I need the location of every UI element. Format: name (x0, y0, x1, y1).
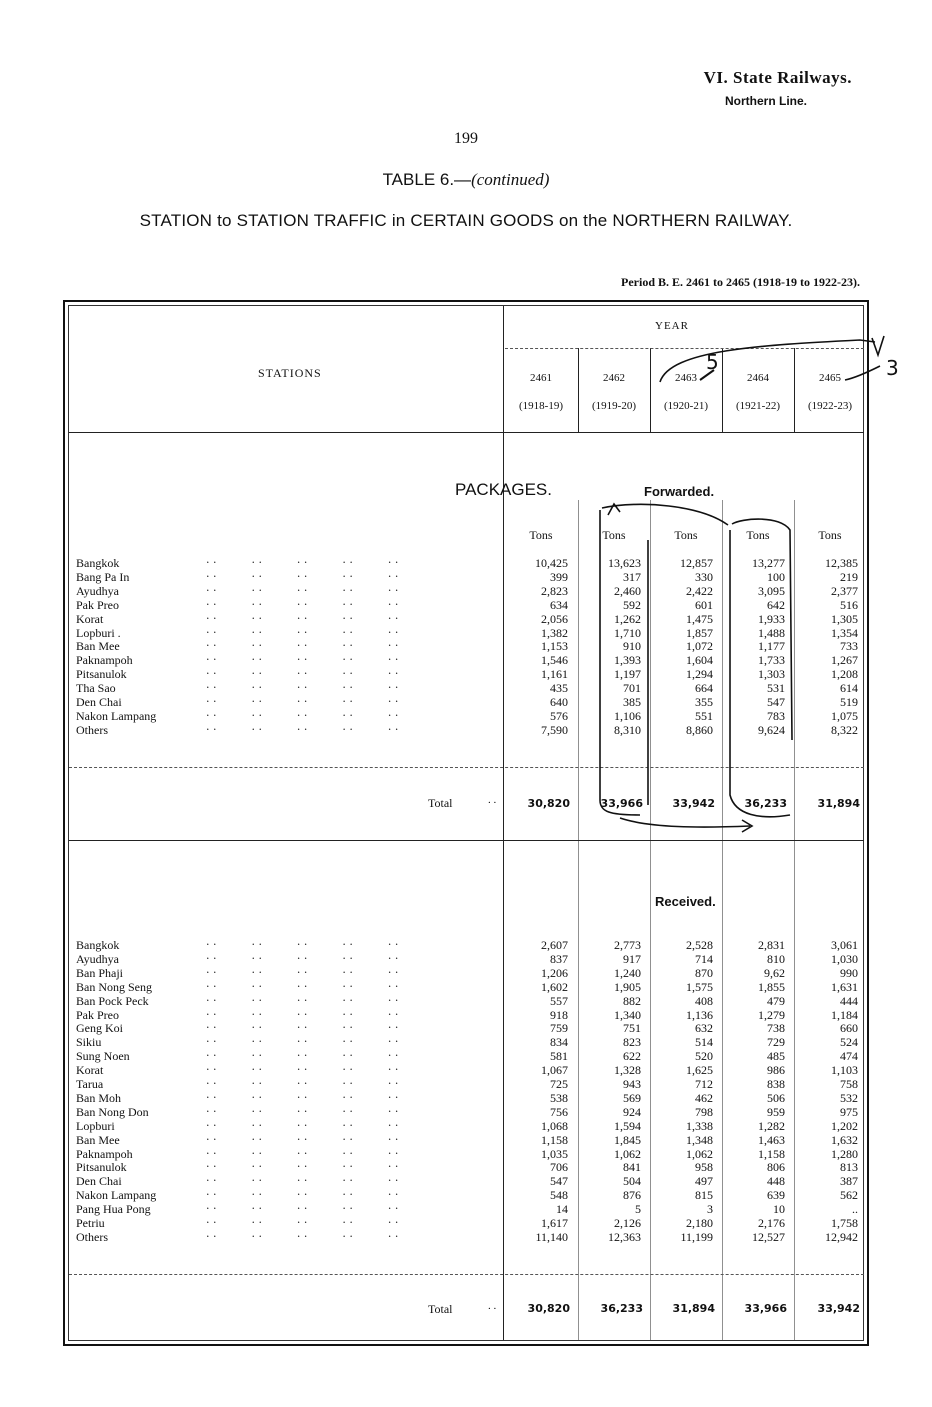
cell-value: 1,062 (614, 1146, 641, 1161)
cell-value: 729 (767, 1035, 785, 1050)
cell-value: 506 (767, 1090, 785, 1105)
cell-value: 9,62 (764, 965, 785, 980)
cell-value: 917 (623, 951, 641, 966)
leader-dots: . . . . . . . . . . (206, 1074, 399, 1087)
cell-value: 12,942 (825, 1229, 858, 1244)
station-name: Tarua (76, 1077, 104, 1091)
cell-value: 783 (767, 708, 785, 723)
cell-value: 1,267 (831, 653, 858, 668)
cell-value: 1,328 (614, 1063, 641, 1078)
station-name: Paknampoh (76, 1146, 133, 1161)
cell-value: 2,377 (831, 583, 858, 598)
leader-dots: . . . . . . . . . . (206, 1101, 399, 1115)
cell-value: 2,460 (614, 583, 641, 598)
cell-value: 834 (550, 1035, 568, 1050)
cell-value: 1,068 (541, 1118, 568, 1133)
forwarded-total-2464: 36,233 (744, 797, 787, 810)
cell-value: 1,206 (541, 965, 568, 980)
cell-value: 2,823 (541, 583, 568, 598)
handwritten-bracket (730, 530, 790, 817)
leader-dots: . . . . . . . . . . (206, 719, 399, 733)
cell-value: 870 (695, 965, 713, 980)
cell-value: 660 (840, 1021, 858, 1036)
cell-value: 738 (767, 1021, 785, 1036)
year-header: YEAR (655, 320, 689, 332)
station-name: Ban Nong Seng (76, 979, 152, 994)
cell-value: 1,488 (758, 625, 785, 640)
cell-value: 1,282 (758, 1118, 785, 1133)
cell-value: 11,199 (680, 1229, 713, 1244)
station-name: Ban Mee (76, 639, 120, 654)
cell-value: 882 (623, 993, 641, 1008)
cell-value: 975 (840, 1104, 858, 1119)
cell-value: 1,855 (758, 979, 785, 994)
cell-value: 1,208 (831, 667, 858, 682)
cell-value: 640 (550, 695, 568, 709)
leader-dots: . . . . . . . . . . (206, 1046, 399, 1060)
station-name: Pak Preo (76, 1007, 119, 1022)
cell-value: 910 (623, 639, 641, 654)
table-continued-note: (continued) (471, 170, 550, 189)
station-name: Tha Sao (76, 681, 116, 696)
cell-value: 798 (695, 1104, 713, 1119)
leader-dots: . . . . . . . . . . (206, 1185, 399, 1199)
cell-value: 1,035 (541, 1146, 568, 1161)
cell-value: 3 (707, 1202, 713, 1217)
total-leader-dots: . . (488, 1300, 497, 1312)
cell-value: 838 (767, 1077, 785, 1091)
leader-dots: . . . . . . . . . . (206, 1087, 399, 1101)
cell-value: 355 (695, 695, 713, 709)
cell-value: 1,197 (614, 667, 641, 682)
cell-value: 756 (550, 1104, 568, 1119)
year-be-2463: 2463 (675, 372, 697, 384)
cell-value: 1,575 (686, 979, 713, 994)
cell-value: 13,277 (752, 556, 785, 570)
leader-dots: . . . . . . . . . . (206, 1199, 399, 1213)
cell-value: 706 (550, 1160, 568, 1175)
handwritten-arrow (845, 366, 880, 380)
cell-value: 514 (695, 1035, 713, 1050)
station-name: Bang Pa In (76, 569, 130, 584)
leader-dots: . . . . . . . . . . (206, 1115, 399, 1129)
station-name: Den Chai (76, 695, 122, 709)
cell-value: 2,126 (614, 1216, 641, 1230)
leader-dots: . . . . . . . . . . (206, 594, 399, 608)
cell-value: 1,340 (614, 1007, 641, 1022)
cell-value: 1,305 (831, 611, 858, 626)
station-name: Bangkok (76, 556, 120, 570)
received-total-label: Total (428, 1302, 453, 1316)
leader-dots: . . . . . . . . . . (206, 1157, 399, 1171)
unit-label: Tons (674, 528, 698, 542)
cell-value: 1,625 (686, 1063, 713, 1078)
forwarded-total-label: Total (428, 796, 453, 810)
cell-value: 1,475 (686, 611, 713, 626)
line-subheading: Northern Line. (724, 94, 807, 108)
station-name: Nakon Lampang (76, 708, 157, 723)
forwarded-total-2461: 30,820 (527, 797, 570, 810)
year-ad-1921: (1921-22) (736, 400, 780, 412)
commodity-heading: PACKAGES. (455, 480, 552, 499)
cell-value: 1,463 (758, 1132, 785, 1147)
leader-dots: . . . . . . . . . . (206, 935, 399, 948)
cell-value: 959 (767, 1104, 785, 1119)
received-total-2461: 30,820 (527, 1302, 570, 1315)
cell-value: 1,106 (614, 708, 641, 723)
handwritten-arrow (660, 340, 875, 382)
cell-value: 479 (767, 993, 785, 1008)
leader-dots: . . . . . . . . . . (206, 608, 399, 622)
cell-value: 547 (550, 1174, 568, 1189)
cell-value: 387 (840, 1174, 858, 1189)
station-name: Pitsanulok (76, 667, 127, 682)
received-total-2465: 33,942 (817, 1302, 860, 1315)
received-total-2464: 33,966 (744, 1302, 787, 1315)
station-name: Pitsanulok (76, 1160, 127, 1175)
cell-value: 733 (840, 639, 858, 654)
leader-dots: . . . . . . . . . . (206, 705, 399, 719)
cell-value: 1,240 (614, 965, 641, 980)
station-name: Lopburi . (76, 625, 121, 640)
cell-value: 701 (623, 681, 641, 696)
station-name: Ban Nong Don (76, 1104, 149, 1119)
cell-value: 219 (840, 569, 858, 584)
station-name: Geng Koi (76, 1021, 123, 1036)
cell-value: 725 (550, 1077, 568, 1091)
table-title: STATION to STATION TRAFFIC in CERTAIN GOODS on the NORTHERN RAILWAY. (139, 211, 793, 230)
leader-dots: . . . . . . . . . . (206, 553, 399, 566)
station-name: Nakon Lampang (76, 1188, 157, 1203)
cell-value: 317 (623, 569, 641, 584)
leader-dots: . . . . . . . . . . (206, 1060, 399, 1074)
cell-value: 12,857 (680, 556, 713, 570)
cell-value: .. (852, 1202, 858, 1217)
cell-value: 632 (695, 1021, 713, 1036)
leader-dots: . . . . . . . . . . (206, 636, 399, 650)
leader-dots: . . . . . . . . . . (206, 622, 399, 636)
year-ad-1918: (1918-19) (519, 400, 563, 412)
cell-value: 1,177 (758, 639, 785, 654)
cell-value: 1,075 (831, 708, 858, 723)
cell-value: 13,623 (608, 556, 641, 570)
cell-value: 2,773 (614, 938, 641, 952)
leader-dots: . . . . . . . . . . (206, 1004, 399, 1018)
cell-value: 532 (840, 1090, 858, 1105)
cell-value: 634 (550, 597, 568, 612)
cell-value: 100 (767, 569, 785, 584)
year-ad-1919: (1919-20) (592, 400, 636, 412)
cell-value: 810 (767, 951, 785, 966)
cell-value: 1,062 (686, 1146, 713, 1161)
cell-value: 1,710 (614, 625, 641, 640)
cell-value: 8,860 (686, 722, 713, 737)
cell-value: 497 (695, 1174, 713, 1189)
cell-value: 1,594 (614, 1118, 641, 1133)
cell-value: 813 (840, 1160, 858, 1175)
cell-value: 2,528 (686, 938, 713, 952)
cell-value: 9,624 (758, 722, 785, 737)
cell-value: 1,348 (686, 1132, 713, 1147)
period-note: Period B. E. 2461 to 2465 (1918-19 to 1922-23). (621, 275, 860, 289)
cell-value: 385 (623, 695, 641, 709)
station-name: Pang Hua Pong (76, 1202, 151, 1217)
cell-value: 519 (840, 695, 858, 709)
station-name: Ayudhya (76, 951, 119, 966)
cell-value: 823 (623, 1035, 641, 1050)
cell-value: 12,527 (752, 1229, 785, 1244)
cell-value: 837 (550, 951, 568, 966)
handwritten-arrow (602, 504, 728, 525)
cell-value: 2,180 (686, 1216, 713, 1230)
leader-dots: . . . . . . . . . . (206, 1018, 399, 1032)
cell-value: 924 (623, 1104, 641, 1119)
cell-value: 1,393 (614, 653, 641, 668)
total-leader-dots: . . (488, 794, 497, 806)
year-be-2465: 2465 (819, 372, 841, 384)
cell-value: 664 (695, 681, 713, 696)
station-name: Paknampoh (76, 653, 133, 668)
handwritten-arrow (620, 818, 750, 827)
forwarded-total-2465: 31,894 (817, 797, 860, 810)
cell-value: 1,202 (831, 1118, 858, 1133)
station-name: Korat (76, 1063, 104, 1078)
leader-dots: . . . . . . . . . . (206, 962, 399, 976)
cell-value: 759 (550, 1021, 568, 1036)
cell-value: 1,631 (831, 979, 858, 994)
cell-value: 1,158 (541, 1132, 568, 1147)
cell-value: 1,338 (686, 1118, 713, 1133)
forwarded-total-2463: 33,942 (672, 797, 715, 810)
unit-label: Tons (529, 528, 553, 542)
received-total-2462: 36,233 (600, 1302, 643, 1315)
cell-value: 435 (550, 681, 568, 696)
cell-value: 986 (767, 1063, 785, 1078)
cell-value: 614 (840, 681, 858, 696)
cell-value: 1,161 (541, 667, 568, 682)
cell-value: 3,095 (758, 583, 785, 598)
leader-dots: . . . . . . . . . . (206, 976, 399, 990)
cell-value: 581 (550, 1049, 568, 1064)
cell-value: 1,758 (831, 1216, 858, 1230)
station-name: Bangkok (76, 938, 120, 952)
cell-value: 576 (550, 708, 568, 723)
station-name: Lopburi (76, 1118, 115, 1133)
cell-value: 1,280 (831, 1146, 858, 1161)
cell-value: 1,294 (686, 667, 713, 682)
cell-value: 504 (623, 1174, 641, 1189)
cell-value: 1,158 (758, 1146, 785, 1161)
cell-value: 1,857 (686, 625, 713, 640)
cell-value: 751 (623, 1021, 641, 1036)
handwritten-three: 3 (886, 356, 899, 380)
leader-dots: . . . . . . . . . . (206, 650, 399, 664)
cell-value: 990 (840, 965, 858, 980)
station-name: Pak Preo (76, 597, 119, 612)
cell-value: 1,030 (831, 951, 858, 966)
cell-value: 1,905 (614, 979, 641, 994)
cell-value: 1,153 (541, 639, 568, 654)
cell-value: 1,067 (541, 1063, 568, 1078)
cell-value: 551 (695, 708, 713, 723)
cell-value: 547 (767, 695, 785, 709)
cell-value: 2,831 (758, 938, 785, 952)
cell-value: 918 (550, 1007, 568, 1022)
leader-dots: . . . . . . . . . . (206, 664, 399, 678)
year-ad-1922: (1922-23) (808, 400, 852, 412)
cell-value: 12,385 (825, 556, 858, 570)
forwarded-total-2462: 33,966 (600, 797, 643, 810)
cell-value: 12,363 (608, 1229, 641, 1244)
cell-value: 876 (623, 1188, 641, 1203)
stations-header: STATIONS (258, 366, 322, 380)
cell-value: 8,310 (614, 722, 641, 737)
leader-dots: . . . . . . . . . . (206, 566, 399, 580)
cell-value: 1,136 (686, 1007, 713, 1022)
cell-value: 11,140 (535, 1229, 568, 1244)
cell-value: 601 (695, 597, 713, 612)
leader-dots: . . . . . . . . . . (206, 1226, 399, 1240)
cell-value: 815 (695, 1188, 713, 1203)
cell-value: 1,617 (541, 1216, 568, 1230)
cell-value: 538 (550, 1090, 568, 1105)
cell-value: 1,604 (686, 653, 713, 668)
cell-value: 10,425 (535, 556, 568, 570)
unit-label: Tons (602, 528, 626, 542)
cell-value: 1,303 (758, 667, 785, 682)
cell-value: 408 (695, 993, 713, 1008)
station-name: Sung Noen (76, 1049, 130, 1064)
leader-dots: . . . . . . . . . . (206, 580, 399, 594)
cell-value: 8,322 (831, 722, 858, 737)
received-heading: Received. (655, 894, 716, 909)
cell-value: 516 (840, 597, 858, 612)
leader-dots: . . . . . . . . . . (206, 1032, 399, 1046)
cell-value: 1,602 (541, 979, 568, 994)
cell-value: 448 (767, 1174, 785, 1189)
cell-value: 1,262 (614, 611, 641, 626)
station-name: Sikiu (76, 1035, 102, 1050)
station-name: Petriu (76, 1216, 105, 1230)
cell-value: 806 (767, 1160, 785, 1175)
station-name: Ban Phaji (76, 965, 123, 980)
leader-dots: . . . . . . . . . . (206, 1129, 399, 1143)
cell-value: 1,546 (541, 653, 568, 668)
cell-value: 330 (695, 569, 713, 584)
cell-value: 592 (623, 597, 641, 612)
unit-label: Tons (746, 528, 770, 542)
cell-value: 642 (767, 597, 785, 612)
cell-value: 1,733 (758, 653, 785, 668)
station-name: Others (76, 722, 108, 737)
cell-value: 841 (623, 1160, 641, 1175)
year-be-2464: 2464 (747, 372, 769, 384)
cell-value: 712 (695, 1077, 713, 1091)
handwritten-bracket (600, 510, 640, 815)
leader-dots: . . . . . . . . . . (206, 678, 399, 692)
cell-value: 1,382 (541, 625, 568, 640)
cell-value: 2,422 (686, 583, 713, 598)
leader-dots: . . . . . . . . . . (206, 692, 399, 705)
handwritten-bracket (732, 519, 792, 740)
cell-value: 557 (550, 993, 568, 1008)
cell-value: 399 (550, 569, 568, 584)
cell-value: 714 (695, 951, 713, 966)
cell-value: 2,176 (758, 1216, 785, 1230)
cell-value: 462 (695, 1090, 713, 1105)
station-name: Den Chai (76, 1174, 122, 1189)
table-number: TABLE 6.— (382, 170, 472, 189)
cell-value: 3,061 (831, 938, 858, 952)
forwarded-heading: Forwarded. (644, 484, 715, 499)
leader-dots: . . . . . . . . . . (206, 1171, 399, 1185)
handwritten-checkmark (872, 336, 884, 355)
cell-value: 14 (556, 1202, 568, 1217)
station-name: Korat (76, 611, 104, 626)
leader-dots: . . . . . . . . . . (206, 948, 399, 962)
cell-value: 474 (840, 1049, 858, 1064)
station-name: Ban Mee (76, 1132, 120, 1147)
cell-value: 562 (840, 1188, 858, 1203)
cell-value: 639 (767, 1188, 785, 1203)
cell-value: 5 (635, 1202, 641, 1217)
cell-value: 1,632 (831, 1132, 858, 1147)
cell-value: 1,184 (831, 1007, 858, 1022)
cell-value: 2,607 (541, 938, 568, 952)
cell-value: 943 (623, 1077, 641, 1091)
leader-dots: . . . . . . . . . . (206, 1213, 399, 1226)
leader-dots: . . . . . . . . . . (206, 1143, 399, 1157)
cell-value: 1,845 (614, 1132, 641, 1147)
cell-value: 1,103 (831, 1063, 858, 1078)
cell-value: 7,590 (541, 722, 568, 737)
cell-value: 622 (623, 1049, 641, 1064)
cell-value: 444 (840, 993, 858, 1008)
cell-value: 758 (840, 1077, 858, 1091)
cell-value: 524 (840, 1035, 858, 1050)
station-name: Ban Moh (76, 1090, 121, 1105)
cell-value: 1,933 (758, 611, 785, 626)
cell-value: 520 (695, 1049, 713, 1064)
cell-value: 2,056 (541, 611, 568, 626)
cell-value: 531 (767, 681, 785, 696)
cell-value: 1,072 (686, 639, 713, 654)
handwritten-five: 5 (706, 350, 719, 374)
page-number: 199 (454, 130, 478, 147)
leader-dots: . . . . . . . . . . (206, 990, 399, 1004)
section-heading: VI. State Railways. (703, 68, 852, 87)
received-total-2463: 31,894 (672, 1302, 715, 1315)
cell-value: 569 (623, 1090, 641, 1105)
year-ad-1920: (1920-21) (664, 400, 708, 412)
cell-value: 485 (767, 1049, 785, 1064)
cell-value: 548 (550, 1188, 568, 1203)
unit-label: Tons (818, 528, 842, 542)
year-be-2461: 2461 (530, 372, 552, 384)
year-be-2462: 2462 (603, 372, 625, 384)
cell-value: 10 (773, 1202, 785, 1217)
station-name: Ban Pock Peck (76, 993, 149, 1008)
cell-value: 958 (695, 1160, 713, 1175)
station-name: Ayudhya (76, 583, 119, 598)
cell-value: 1,354 (831, 625, 858, 640)
cell-value: 1,279 (758, 1007, 785, 1022)
station-name: Others (76, 1229, 108, 1244)
